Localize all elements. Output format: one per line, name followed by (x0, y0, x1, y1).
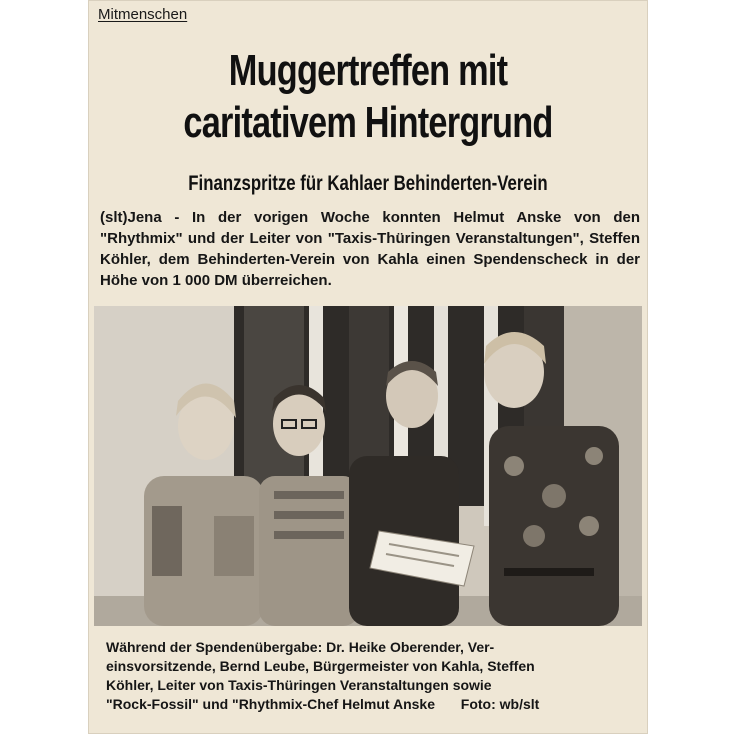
headline-line-2: caritativem Hintergrund (183, 98, 553, 147)
caption-line-text: "Rock-Fossil" und "Rhythmix-Chef Helmut Anske (106, 696, 435, 712)
news-photo (94, 306, 642, 626)
lead-paragraph: (slt)Jena - In der vorigen Woche konnten Helmut Anske von den "Rhythmix" und der Leiter von "Taxis-Thüringen Veranstaltungen", Steffen Köhler, dem Behinderten-Verein von Kahla einen Spendenscheck in der Höhe von 1 000 DM überreichen. (100, 209, 640, 289)
newspaper-clipping (88, 0, 648, 734)
subheadline: Finanzspritze für Kahlaer Behinderten-Verein (188, 172, 548, 195)
photo-illustration (94, 306, 642, 626)
photo-caption (106, 638, 644, 714)
caption-line: Während der Spendenübergabe: Dr. Heike Oberender, Ver- (106, 639, 495, 655)
section-kicker: Mitmenschen (98, 6, 188, 23)
photo-credit: Foto: wb/slt (460, 696, 540, 712)
headline-line-1: Muggertreffen mit (228, 46, 508, 95)
caption-line: Köhler, Leiter von Taxis-Thüringen Veranstaltungen sowie (106, 677, 492, 693)
caption-line: einsvorsitzende, Bernd Leube, Bürgermeister von Kahla, Steffen (106, 658, 535, 674)
caption-line-last (106, 695, 644, 714)
